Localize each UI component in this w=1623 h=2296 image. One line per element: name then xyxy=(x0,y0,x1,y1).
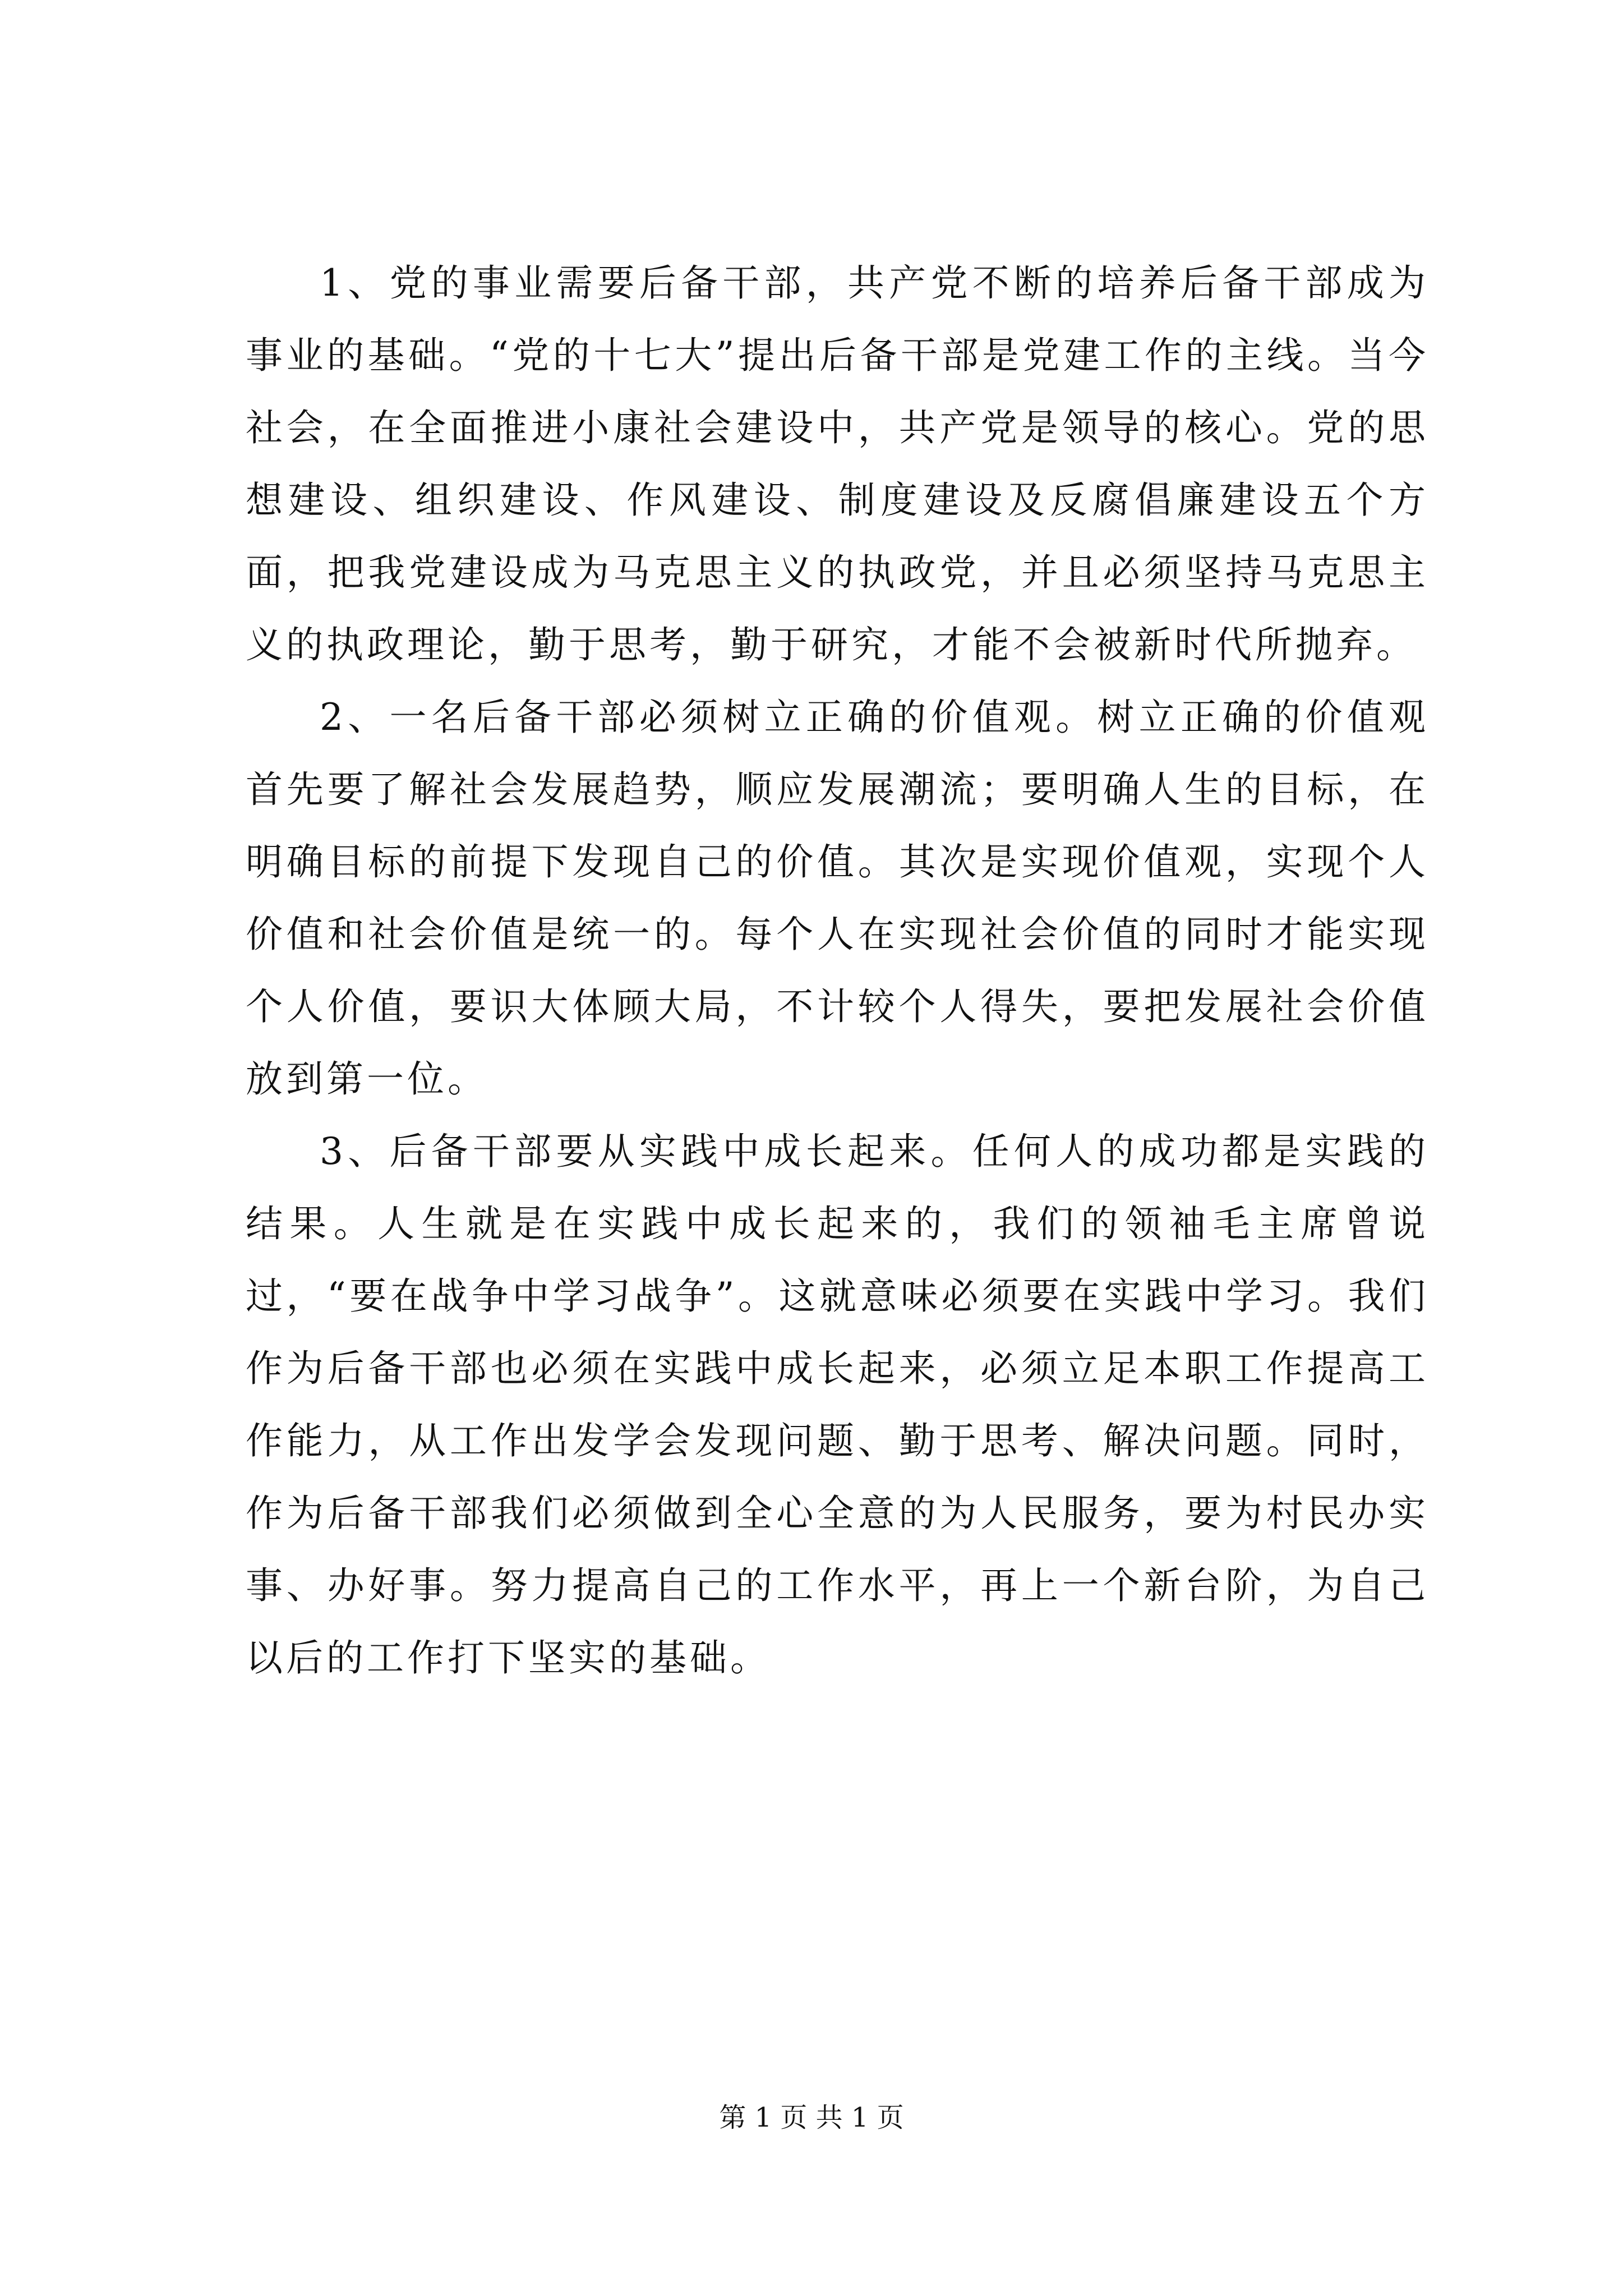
page-number-footer: 第 1 页 共 1 页 xyxy=(719,2102,904,2133)
document-body xyxy=(246,247,1429,1694)
paragraph-1: 1、党的事业需要后备干部，共产党不断的培养后备干部成为事业的基础。“党的十七大”提出后备干部是党建工作的主线。当今社会，在全面推进小康社会建设中，共产党是领导的核心。党的思想建设、组织建设、作风建设、制度建设及反腐倡廉建设五个方面，把我党建设成为马克思主义的执政党，并且必须坚持马克思主义的执政理论，勤于思考，勤于研究，才能不会被新时代所抛弃。 xyxy=(246,261,1429,666)
paragraph-2: 2、一名后备干部必须树立正确的价值观。树立正确的价值观首先要了解社会发展趋势，顺应发展潮流；要明确人生的目标，在明确目标的前提下发现自己的价值。其次是实现价值观，实现个人价值和社会价值是统一的。每个人在实现社会价值的同时才能实现个人价值，要识大体顾大局，不计较个人得失，要把发展社会价值放到第一位。 xyxy=(246,696,1429,1101)
paragraph-3: 3、后备干部要从实践中成长起来。任何人的成功都是实践的结果。人生就是在实践中成长起来的，我们的领袖毛主席曾说过，“要在战争中学习战争”。这就意味必须要在实践中学习。我们作为后备干部也必须在实践中成长起来，必须立足本职工作提高工作能力，从工作出发学会发现问题、勤于思考、解决问题。同时，作为后备干部我们必须做到全心全意的为人民服务，要为村民办实事、办好事。努力提高自己的工作水平，再上一个新台阶，为自己以后的工作打下坚实的基础。 xyxy=(246,1130,1429,1680)
